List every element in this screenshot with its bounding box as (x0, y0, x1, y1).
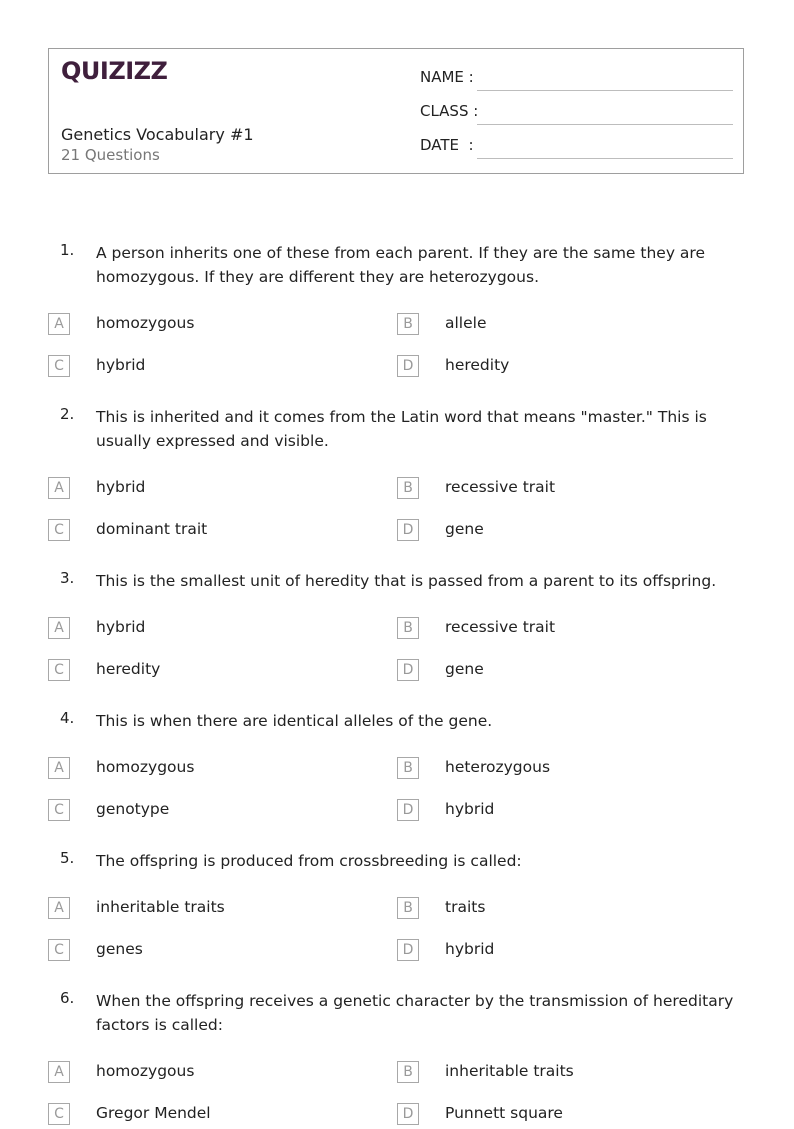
question-count: 21 Questions (61, 146, 160, 164)
option-text: recessive trait (445, 618, 556, 636)
option-letter: A (48, 617, 70, 639)
option-letter: B (397, 1061, 419, 1083)
class-field (420, 102, 733, 126)
option-letter: C (48, 1103, 70, 1125)
option-text: hybrid (96, 356, 146, 374)
option-text: Punnett square (445, 1104, 563, 1122)
option-letter: B (397, 617, 419, 639)
name-field (420, 68, 733, 92)
question-number: 6. (60, 989, 75, 1007)
option-letter: D (397, 519, 419, 541)
name-line (477, 90, 733, 91)
option-text: homozygous (96, 758, 195, 776)
quizizz-logo: QUIZIZZ (61, 57, 168, 85)
class-label: CLASS : (420, 102, 479, 120)
option-text: hybrid (96, 478, 146, 496)
question-text: This is inherited and it comes from the Latin word that means "master." This is usually expressed and visible. (96, 408, 707, 450)
option-letter: A (48, 897, 70, 919)
option-letter: C (48, 355, 70, 377)
option-letter: A (48, 1061, 70, 1083)
option-text: inheritable traits (445, 1062, 574, 1080)
question-number: 1. (60, 241, 75, 259)
option-letter: D (397, 355, 419, 377)
option-text: gene (445, 520, 484, 538)
option-letter: B (397, 313, 419, 335)
option-text: traits (445, 898, 486, 916)
question-number: 3. (60, 569, 75, 587)
option-text: heredity (445, 356, 510, 374)
option-text: homozygous (96, 314, 195, 332)
date-line (477, 158, 733, 159)
option-letter: B (397, 897, 419, 919)
question-text: This is when there are identical alleles of the gene. (96, 712, 493, 730)
name-label: NAME : (420, 68, 474, 86)
option-text: heredity (96, 660, 161, 678)
worksheet-header (48, 48, 744, 174)
date-label: DATE : (420, 136, 474, 154)
option-text: heterozygous (445, 758, 551, 776)
question-number: 4. (60, 709, 75, 727)
option-letter: C (48, 519, 70, 541)
option-letter: A (48, 757, 70, 779)
option-letter: C (48, 659, 70, 681)
quiz-title: Genetics Vocabulary #1 (61, 125, 254, 144)
option-text: genes (96, 940, 143, 958)
option-letter: B (397, 477, 419, 499)
option-text: dominant trait (96, 520, 208, 538)
option-text: hybrid (96, 618, 146, 636)
option-letter: C (48, 799, 70, 821)
option-letter: A (48, 477, 70, 499)
class-line (477, 124, 733, 125)
date-field (420, 136, 733, 160)
option-text: genotype (96, 800, 170, 818)
option-text: homozygous (96, 1062, 195, 1080)
option-letter: D (397, 659, 419, 681)
question-text: The offspring is produced from crossbreeding is called: (96, 852, 522, 870)
option-letter: A (48, 313, 70, 335)
option-letter: C (48, 939, 70, 961)
question-text: A person inherits one of these from each parent. If they are the same they are homozygous. If they are different they are heterozygous. (96, 244, 706, 286)
question-number: 5. (60, 849, 75, 867)
option-letter: B (397, 757, 419, 779)
option-text: recessive trait (445, 478, 556, 496)
option-letter: D (397, 1103, 419, 1125)
option-text: hybrid (445, 940, 495, 958)
option-text: Gregor Mendel (96, 1104, 211, 1122)
question-text: This is the smallest unit of heredity that is passed from a parent to its offspring. (96, 572, 717, 590)
question-text: When the offspring receives a genetic character by the transmission of hereditary factors is called: (96, 992, 734, 1034)
option-letter: D (397, 939, 419, 961)
option-text: hybrid (445, 800, 495, 818)
question-number: 2. (60, 405, 75, 423)
option-letter: D (397, 799, 419, 821)
option-text: inheritable traits (96, 898, 225, 916)
option-text: allele (445, 314, 487, 332)
option-text: gene (445, 660, 484, 678)
